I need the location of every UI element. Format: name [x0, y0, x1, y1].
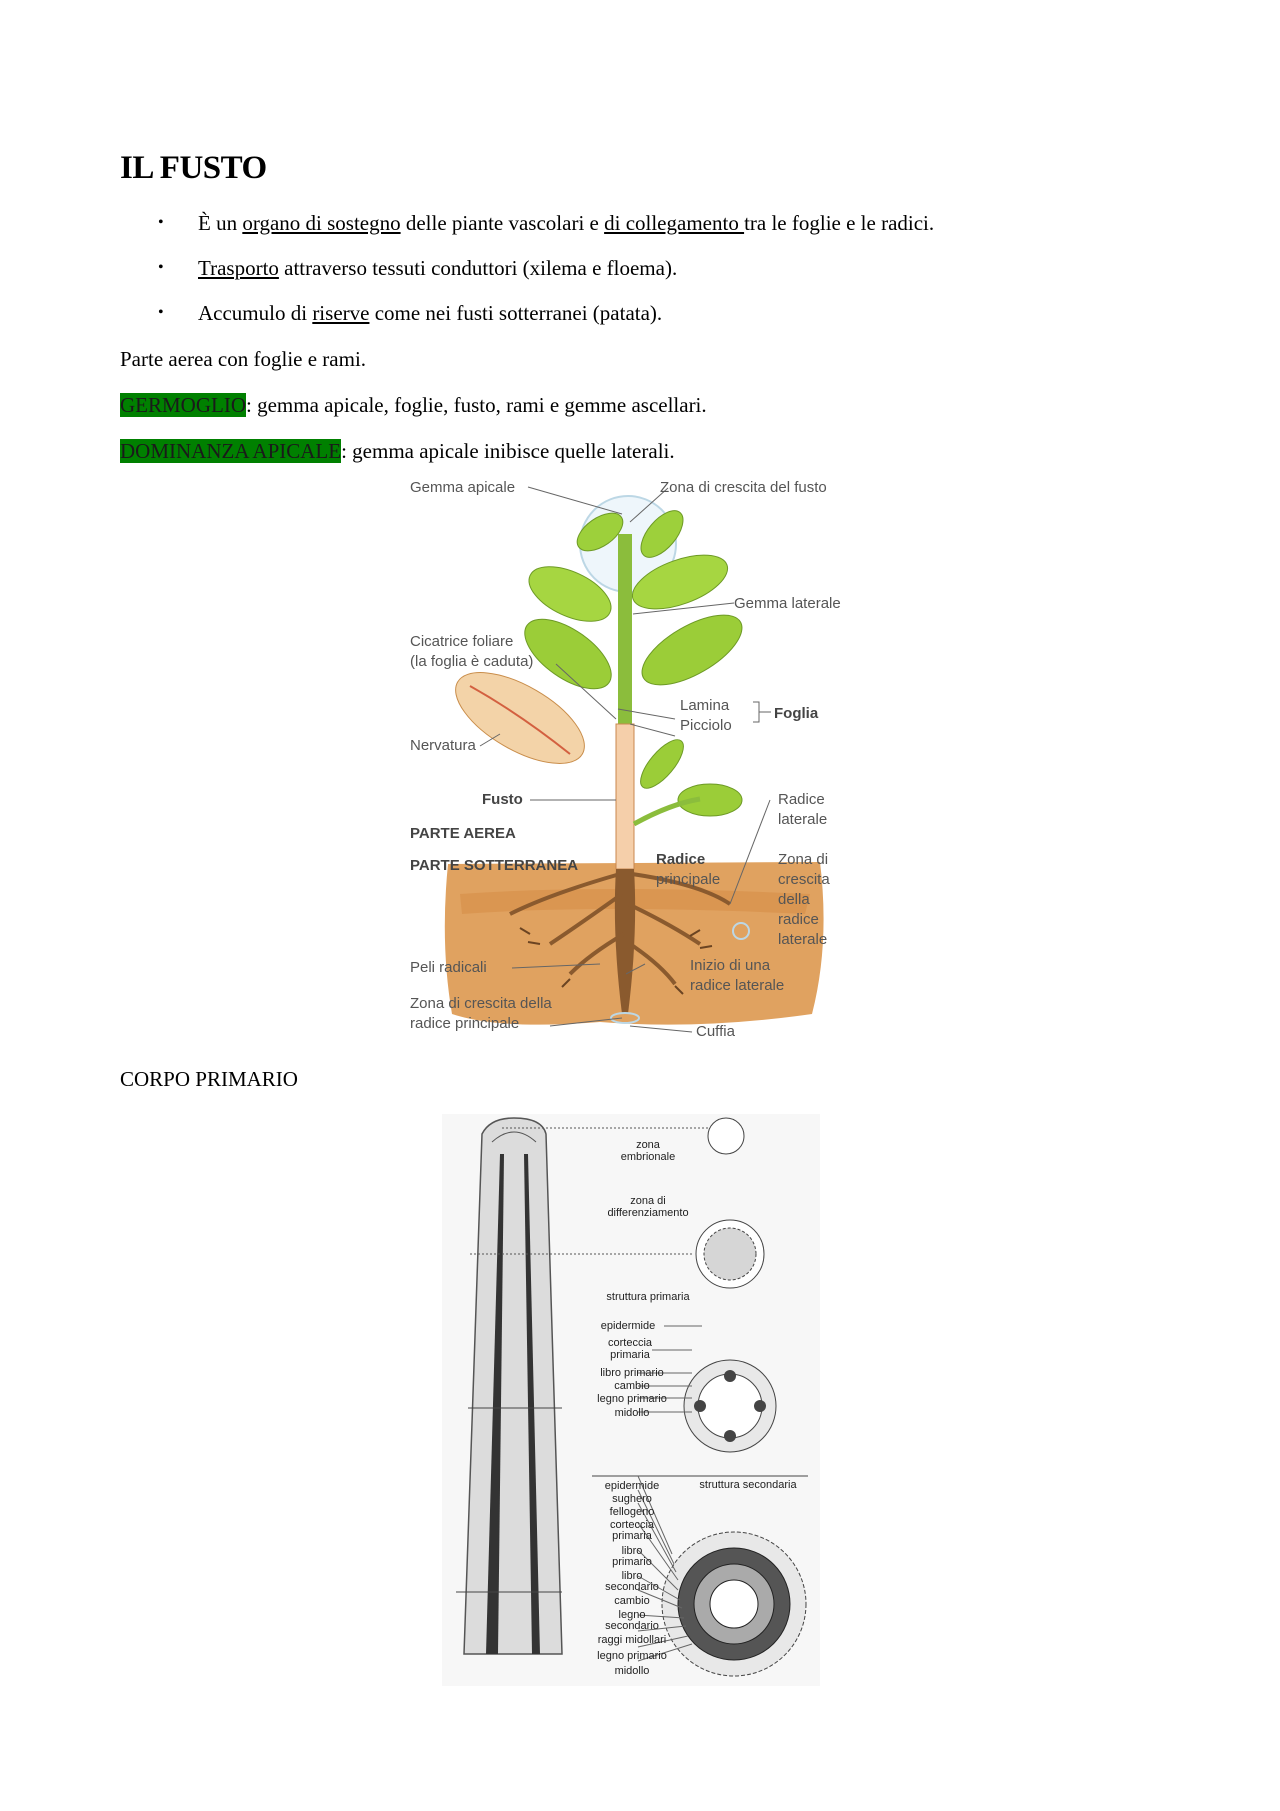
label-radice-principale: Radice [656, 851, 706, 868]
label-secondario: secondario [605, 1581, 659, 1593]
bullet-text: Accumulo di [198, 301, 313, 325]
label-legno-primario: legno primario [597, 1393, 667, 1405]
label-sughero: sughero [612, 1493, 652, 1505]
label-differenziamento: differenziamento [607, 1207, 689, 1219]
plant-diagram [400, 474, 880, 1046]
label-midollo: midollo [614, 1407, 650, 1419]
label-libro-primario: libro primario [600, 1367, 664, 1379]
label-secondario: secondario [605, 1620, 659, 1632]
bullet-text: come nei fusti sotterranei (patata). [369, 301, 663, 325]
label-inizio-radice: Inizio di una [690, 957, 771, 974]
section-heading-corpo-primario: CORPO PRIMARIO [120, 1067, 298, 1091]
label-cambio: cambio [614, 1380, 650, 1392]
label-zona-radice-laterale: Zona di [778, 851, 829, 868]
label-libro: libro [621, 1545, 643, 1557]
highlighted-term: DOMINANZA APICALE [120, 439, 342, 463]
paragraph-germoglio [120, 390, 707, 420]
label-parte-aerea: PARTE AEREA [410, 825, 516, 842]
label-zona-radice-laterale: crescita [778, 871, 830, 888]
label-primario: primario [612, 1556, 652, 1568]
label-fusto: Fusto [482, 791, 523, 808]
list-item [120, 206, 934, 251]
label-cicatrice: Cicatrice foliare [410, 633, 514, 650]
label-embrionale: embrionale [620, 1151, 676, 1163]
label-libro: libro [621, 1570, 643, 1582]
stem-green [618, 534, 632, 724]
label-zona-radice-laterale: della [778, 891, 810, 908]
label-zona-di: zona di [630, 1195, 666, 1207]
label-gemma-laterale: Gemma laterale [734, 595, 841, 612]
embryonic-section [708, 1118, 744, 1154]
label-inizio-radice: radice laterale [690, 977, 785, 994]
bullet-text: delle piante vascolari e [400, 211, 605, 235]
highlighted-term: GERMOGLIO [120, 393, 246, 417]
underlined-term: Trasporto [198, 256, 279, 280]
list-item [120, 296, 934, 341]
label-picciolo: Picciolo [680, 717, 732, 734]
label-primaria: primaria [612, 1530, 652, 1542]
leaf [632, 601, 753, 699]
label-midollo: midollo [614, 1665, 650, 1677]
label-legno: legno [618, 1609, 646, 1621]
definition-text: : gemma apicale, foglie, fusto, rami e gemme ascellari. [246, 393, 707, 417]
label-radice-laterale: laterale [778, 811, 828, 828]
label-zona-radice-laterale: radice [778, 911, 819, 928]
label-corteccia: corteccia [607, 1337, 653, 1349]
label-struttura-primaria: struttura primaria [606, 1291, 690, 1303]
label-lamina: Lamina [680, 697, 730, 714]
definition-text: : gemma apicale inibisce quelle laterali. [341, 439, 675, 463]
label-raggi-midollari: raggi midollari [597, 1634, 667, 1646]
label-parte-sotterranea: PARTE SOTTERRANEA [410, 857, 579, 874]
bullet-text: attraverso tessuti conduttori (xilema e floema). [278, 256, 678, 280]
primary-pith [698, 1374, 762, 1438]
label-cuffia: Cuffia [696, 1023, 735, 1040]
vascular-bundle [694, 1400, 706, 1412]
label-zona: zona [636, 1139, 660, 1151]
label-nervatura: Nervatura [410, 737, 476, 754]
list-item [120, 251, 934, 296]
bullet-text: È un [198, 211, 243, 235]
label-legno-primario: legno primario [597, 1650, 667, 1662]
page-title: IL FUSTO [120, 150, 267, 186]
label-corteccia: corteccia [609, 1519, 655, 1531]
vascular-bundle [724, 1430, 736, 1442]
underlined-term: di collegamento [604, 211, 745, 235]
label-radice-principale: principale [656, 871, 721, 888]
stem-structure-diagram [442, 1114, 820, 1686]
paragraph-parte-aerea: Parte aerea con foglie e rami. [120, 347, 367, 371]
label-epidermide: epidermide [604, 1480, 660, 1492]
label-gemma-apicale: Gemma apicale [410, 479, 516, 496]
vascular-bundle [724, 1370, 736, 1382]
label-primaria: primaria [610, 1349, 650, 1361]
bullet-text: tra le foglie e le radici. [744, 211, 935, 235]
label-fellogeno: fellogeno [609, 1506, 655, 1518]
label-foglia: Foglia [774, 705, 819, 722]
underlined-term: riserve [312, 301, 370, 325]
label-cicatrice: (la foglia è caduta) [410, 653, 534, 670]
label-zona-radice-principale: Zona di crescita della [410, 995, 552, 1012]
stem-base [616, 724, 634, 869]
label-peli-radicali: Peli radicali [410, 959, 487, 976]
label-struttura-secondaria: struttura secondaria [699, 1479, 797, 1491]
paragraph-dominanza [120, 436, 675, 466]
underlined-term: organo di sostegno [242, 211, 401, 235]
label-zona-crescita-fusto: Zona di crescita del fusto [660, 479, 827, 496]
secondary-pith [710, 1580, 758, 1628]
label-cambio: cambio [614, 1595, 650, 1607]
leaf [634, 733, 691, 794]
bullet-list [120, 206, 934, 341]
label-radice-laterale: Radice [778, 791, 825, 808]
label-zona-radice-principale: radice principale [410, 1015, 520, 1032]
label-zona-radice-laterale: laterale [778, 931, 828, 948]
differentiation-core [704, 1228, 756, 1280]
label-epidermide: epidermide [600, 1320, 656, 1332]
vascular-bundle [754, 1400, 766, 1412]
